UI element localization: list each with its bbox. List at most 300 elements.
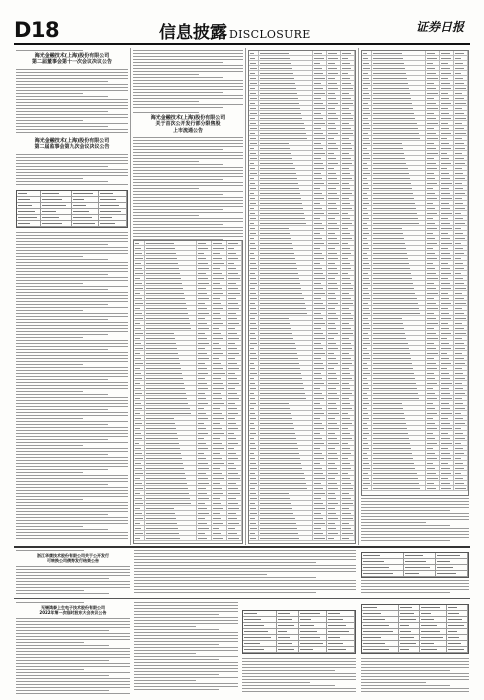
text-line <box>134 665 238 666</box>
table-cell <box>341 361 355 365</box>
table-cell <box>197 311 212 315</box>
table-cell <box>249 416 259 420</box>
text-line <box>16 487 128 488</box>
table-cell <box>134 466 145 470</box>
text-line <box>16 457 128 458</box>
table-cell <box>362 176 372 180</box>
table-cell <box>454 81 468 85</box>
table-cell <box>197 401 212 405</box>
text-line <box>16 466 128 467</box>
table-cell <box>327 101 341 105</box>
table-cell <box>454 401 468 405</box>
table-cell <box>259 241 313 245</box>
table-cell <box>249 486 259 490</box>
table-cell <box>249 216 259 220</box>
table-cell <box>454 66 468 70</box>
table-cell <box>134 271 145 275</box>
table-cell <box>134 531 145 535</box>
table-cell <box>372 186 426 190</box>
text-line <box>133 200 243 201</box>
table-cell <box>249 186 259 190</box>
table-cell <box>313 256 328 260</box>
text-line <box>16 627 130 628</box>
table-cell <box>440 76 454 80</box>
table-cell <box>197 536 212 540</box>
table-cell <box>277 635 299 640</box>
table-cell <box>362 226 372 230</box>
table-cell <box>259 181 313 185</box>
table-cell <box>313 216 328 220</box>
article-body-continued <box>134 602 238 694</box>
table-cell <box>249 246 259 250</box>
text-line <box>133 74 199 75</box>
table-cell <box>454 311 468 315</box>
text-line <box>16 295 128 296</box>
table-cell <box>249 371 259 375</box>
text-line <box>133 92 223 93</box>
table-cell <box>313 401 328 405</box>
table-cell <box>227 396 242 400</box>
table-cell <box>227 531 242 535</box>
table-cell <box>197 276 212 280</box>
text-line <box>16 340 128 341</box>
text-line <box>16 90 128 91</box>
table-cell <box>440 321 454 325</box>
table-cell <box>227 381 242 385</box>
table-cell <box>341 501 355 505</box>
article-body <box>16 69 128 135</box>
table-cell <box>426 56 441 60</box>
table-cell <box>426 116 441 120</box>
article-body <box>361 658 469 692</box>
table-cell <box>327 451 341 455</box>
text-line <box>16 687 130 688</box>
table-cell <box>362 246 372 250</box>
table-cell <box>212 436 227 440</box>
text-line <box>134 553 356 554</box>
table-cell <box>327 181 341 185</box>
table-cell <box>436 565 468 570</box>
table-cell <box>249 51 259 55</box>
table-cell <box>313 431 328 435</box>
table-cell <box>249 351 259 355</box>
table-cell <box>327 111 341 115</box>
text-line <box>16 310 83 311</box>
table-cell <box>420 611 447 616</box>
table-cell <box>313 171 328 175</box>
table-cell <box>341 341 355 345</box>
table-cell <box>313 236 328 240</box>
table-cell <box>341 356 355 360</box>
table-cell <box>440 386 454 390</box>
text-line <box>133 188 199 189</box>
table-cell <box>243 629 277 634</box>
table-cell <box>372 301 426 305</box>
article-body-continued <box>242 658 356 694</box>
text-line <box>361 540 450 541</box>
table-cell <box>134 401 145 405</box>
table-cell <box>249 86 259 90</box>
text-line <box>16 265 128 266</box>
table-cell <box>341 131 355 135</box>
table-cell <box>454 136 468 140</box>
text-line <box>16 160 128 161</box>
table-cell <box>362 216 372 220</box>
table-cell <box>362 161 372 165</box>
table-cell <box>259 291 313 295</box>
table-cell <box>440 461 454 465</box>
table-cell <box>313 231 328 235</box>
table-cell <box>212 421 227 425</box>
table-cell <box>440 191 454 195</box>
table-cell <box>249 256 259 260</box>
text-line <box>16 87 128 88</box>
table-cell <box>249 396 259 400</box>
table-cell <box>249 466 259 470</box>
table-cell <box>313 321 328 325</box>
table-cell <box>227 501 242 505</box>
table-cell <box>212 466 227 470</box>
table-cell <box>426 76 441 80</box>
table-cell <box>372 361 426 365</box>
text-line <box>134 605 238 606</box>
table-cell <box>249 101 259 105</box>
text-line <box>361 676 469 677</box>
table-cell <box>227 241 242 245</box>
table-cell <box>212 261 227 265</box>
table-cell <box>454 346 468 350</box>
text-line <box>134 562 316 563</box>
article-meta-line <box>16 550 84 551</box>
table-cell <box>362 221 372 225</box>
text-line <box>16 69 128 70</box>
table-cell <box>313 261 328 265</box>
text-line <box>16 388 128 389</box>
table-cell <box>327 371 341 375</box>
table-cell <box>197 496 212 500</box>
table-cell <box>327 346 341 350</box>
table-cell <box>327 86 341 90</box>
text-line <box>133 182 243 183</box>
table-cell <box>426 226 441 230</box>
table-cell <box>212 446 227 450</box>
table-cell <box>249 376 259 380</box>
table-cell <box>249 316 259 320</box>
text-line <box>16 403 128 404</box>
table-cell <box>454 416 468 420</box>
table-cell <box>327 436 341 440</box>
text-line <box>134 638 238 639</box>
table-cell <box>426 441 441 445</box>
table-cell <box>134 366 145 370</box>
table-cell <box>362 605 399 610</box>
table-cell <box>440 161 454 165</box>
table-cell <box>197 296 212 300</box>
table-cell <box>440 406 454 410</box>
text-line <box>361 583 469 584</box>
table-cell <box>327 635 355 640</box>
table-cell <box>426 66 441 70</box>
table-cell <box>227 341 242 345</box>
table-cell <box>327 176 341 180</box>
table-cell <box>313 191 328 195</box>
table-cell <box>313 136 328 140</box>
table-cell <box>212 441 227 445</box>
table-cell <box>341 96 355 100</box>
table-cell <box>372 261 426 265</box>
table-cell <box>197 511 212 515</box>
table-cell <box>212 271 227 275</box>
text-line <box>134 680 196 681</box>
table-cell <box>372 316 426 320</box>
table-cell <box>197 471 212 475</box>
table-cell <box>197 291 212 295</box>
table-cell <box>212 296 227 300</box>
table-cell <box>372 236 426 240</box>
table-cell <box>197 416 212 420</box>
table-cell <box>259 246 313 250</box>
table-cell <box>212 491 227 495</box>
table-cell <box>372 51 426 55</box>
table-cell <box>341 306 355 310</box>
table-cell <box>313 406 328 410</box>
table-cell <box>454 206 468 210</box>
table-cell <box>249 276 259 280</box>
table-cell <box>327 526 341 530</box>
text-line <box>16 169 128 170</box>
table-cell <box>362 421 372 425</box>
table-cell <box>197 501 212 505</box>
table-cell <box>313 336 328 340</box>
table-cell <box>212 266 227 270</box>
table-cell <box>341 431 355 435</box>
text-line <box>16 274 108 275</box>
table-cell <box>259 126 313 130</box>
table-cell <box>426 96 441 100</box>
table-cell <box>372 381 426 385</box>
table-cell <box>327 231 341 235</box>
table-cell <box>372 421 426 425</box>
table-cell <box>454 396 468 400</box>
table-cell <box>134 336 145 340</box>
table-cell <box>399 611 420 616</box>
table-cell <box>372 466 426 470</box>
text-line <box>16 322 128 323</box>
table-cell <box>313 151 328 155</box>
table-cell <box>426 446 441 450</box>
table-cell <box>249 336 259 340</box>
table-cell <box>440 261 454 265</box>
table-cell <box>341 456 355 460</box>
table-cell <box>447 623 468 628</box>
table-cell <box>277 647 299 652</box>
table-cell <box>134 296 145 300</box>
table-cell <box>145 526 197 530</box>
table-cell <box>249 426 259 430</box>
table-cell <box>145 426 197 430</box>
table-cell <box>72 191 100 196</box>
table-cell <box>362 406 372 410</box>
table-cell <box>212 251 227 255</box>
table-cell <box>327 381 341 385</box>
table-cell <box>341 251 355 255</box>
text-line <box>16 642 84 643</box>
text-line <box>16 117 128 118</box>
text-line <box>361 589 469 590</box>
table-cell <box>327 296 341 300</box>
table-cell <box>372 256 426 260</box>
text-line <box>361 586 469 587</box>
table-cell <box>426 401 441 405</box>
table-cell <box>362 391 372 395</box>
table-cell <box>372 231 426 235</box>
table-cell <box>145 241 197 245</box>
table-cell <box>440 246 454 250</box>
table-cell <box>145 361 197 365</box>
table-cell <box>327 306 341 310</box>
table-cell <box>327 466 341 470</box>
table-cell <box>341 396 355 400</box>
text-line <box>16 355 128 356</box>
table-cell <box>362 331 372 335</box>
column-divider <box>130 48 131 545</box>
table-cell <box>341 86 355 90</box>
table-cell <box>362 276 372 280</box>
table-cell <box>420 647 447 652</box>
table-cell <box>259 496 313 500</box>
table-cell <box>454 51 468 55</box>
table-cell <box>372 296 426 300</box>
text-line <box>16 451 128 452</box>
table-cell <box>134 521 145 525</box>
table-cell <box>454 256 468 260</box>
text-line <box>16 621 130 622</box>
table-cell <box>372 266 426 270</box>
table-cell <box>440 81 454 85</box>
table-cell <box>227 391 242 395</box>
table-cell <box>299 635 327 640</box>
table-cell <box>341 406 355 410</box>
table-cell <box>227 416 242 420</box>
text-line <box>16 578 109 579</box>
table-cell <box>17 221 41 226</box>
table-cell <box>327 341 341 345</box>
table-cell <box>243 647 277 652</box>
table-cell <box>249 176 259 180</box>
table-cell <box>145 501 197 505</box>
article-body <box>16 232 128 539</box>
table-cell <box>145 401 197 405</box>
table-cell <box>134 276 145 280</box>
table-cell <box>426 171 441 175</box>
table-cell <box>259 111 313 115</box>
table-cell <box>327 276 341 280</box>
article-block <box>16 602 130 694</box>
table-cell <box>440 156 454 160</box>
table-cell <box>440 376 454 380</box>
table-cell <box>454 181 468 185</box>
table-cell <box>313 451 328 455</box>
table-cell <box>341 416 355 420</box>
table-cell <box>259 131 313 135</box>
table-cell <box>440 136 454 140</box>
table-cell <box>454 371 468 375</box>
table-cell <box>372 201 426 205</box>
table-cell <box>313 81 328 85</box>
table-cell <box>341 336 355 340</box>
table-cell <box>134 421 145 425</box>
holder-table <box>248 50 356 544</box>
table-cell <box>341 516 355 520</box>
text-line <box>361 528 469 529</box>
table-cell <box>426 51 441 55</box>
table-cell <box>327 446 341 450</box>
table-cell <box>341 366 355 370</box>
table-cell <box>259 101 313 105</box>
table-cell <box>327 251 341 255</box>
table-cell <box>362 126 372 130</box>
table-cell <box>227 331 242 335</box>
table-cell <box>197 451 212 455</box>
table-cell <box>327 236 341 240</box>
table-cell <box>259 296 313 300</box>
text-line <box>133 71 243 72</box>
table-cell <box>259 386 313 390</box>
table-cell <box>197 336 212 340</box>
table-cell <box>372 471 426 475</box>
table-cell <box>259 156 313 160</box>
table-cell <box>243 641 277 646</box>
article-body <box>361 498 469 541</box>
table-cell <box>249 261 259 265</box>
table-cell <box>313 76 328 80</box>
table-cell <box>426 346 441 350</box>
table-cell <box>212 346 227 350</box>
text-line <box>16 499 83 500</box>
table-cell <box>41 221 72 226</box>
text-line <box>16 114 128 115</box>
table-cell <box>313 501 328 505</box>
table-cell <box>145 316 197 320</box>
table-cell <box>212 386 227 390</box>
table-cell <box>313 436 328 440</box>
table-cell <box>17 209 41 214</box>
table-cell <box>134 436 145 440</box>
table-cell <box>313 91 328 95</box>
table-cell <box>362 316 372 320</box>
table-cell <box>313 331 328 335</box>
table-cell <box>426 106 441 110</box>
text-line <box>134 689 219 690</box>
table-cell <box>454 56 468 60</box>
table-cell <box>197 331 212 335</box>
text-line <box>133 77 223 78</box>
table-cell <box>372 226 426 230</box>
table-cell <box>362 211 372 215</box>
table-cell <box>145 251 197 255</box>
table-cell <box>249 291 259 295</box>
text-line <box>133 164 223 165</box>
table-cell <box>259 116 313 120</box>
table-cell <box>440 171 454 175</box>
table-cell <box>259 211 313 215</box>
table-cell <box>341 326 355 330</box>
table-cell <box>440 436 454 440</box>
text-line <box>133 146 243 147</box>
text-line <box>16 166 108 167</box>
table-cell <box>227 471 242 475</box>
table-cell <box>362 256 372 260</box>
